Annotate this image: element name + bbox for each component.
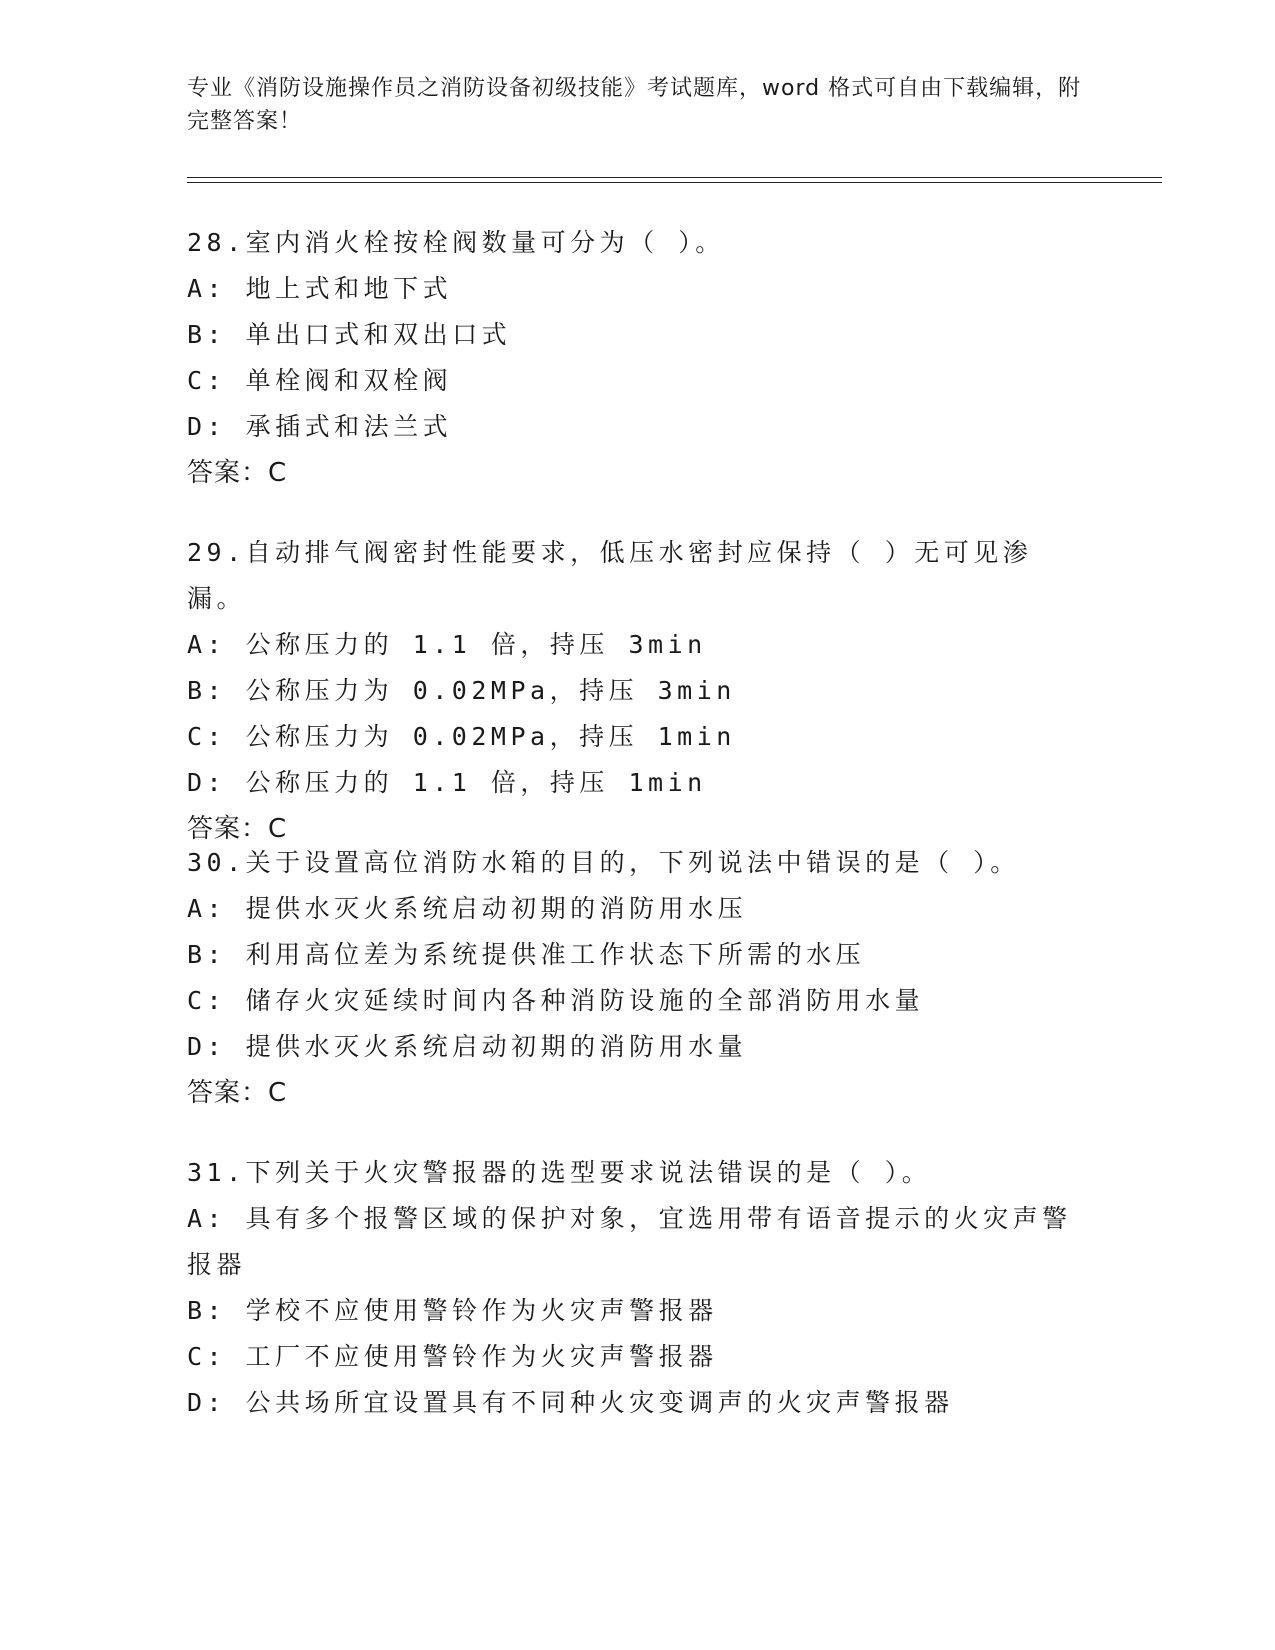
question-stem: 31.下列关于火灾警报器的选型要求说法错误的是（ ）。 — [187, 1158, 932, 1187]
question-29 — [187, 530, 1087, 852]
option-b: B: 公称压力为 0.02MPa，持压 3min — [187, 676, 736, 705]
answer-line: 答案：C — [187, 814, 288, 844]
question-stem: 28.室内消火栓按栓阀数量可分为（ ）。 — [187, 228, 725, 257]
option-c: C: 工厂不应使用警铃作为火灾声警报器 — [187, 1342, 718, 1371]
option-a: A: 提供水灭火系统启动初期的消防用水压 — [187, 894, 748, 923]
option-d: D: 承插式和法兰式 — [187, 412, 453, 441]
answer-line: 答案：C — [187, 458, 288, 488]
question-30 — [187, 840, 1087, 1116]
option-b: B: 单出口式和双出口式 — [187, 320, 512, 349]
question-31 — [187, 1150, 1087, 1426]
option-b: B: 学校不应使用警铃作为火灾声警报器 — [187, 1296, 718, 1325]
header-divider-bottom — [187, 182, 1162, 183]
option-a: A: 公称压力的 1.1 倍，持压 3min — [187, 630, 707, 659]
header-divider-top — [187, 177, 1162, 178]
option-d: D: 公称压力的 1.1 倍，持压 1min — [187, 768, 707, 797]
question-stem: 29.自动排气阀密封性能要求，低压水密封应保持（ ）无可见渗漏。 — [187, 538, 1033, 613]
option-b: B: 利用高位差为系统提供准工作状态下所需的水压 — [187, 940, 866, 969]
question-28 — [187, 220, 1087, 496]
option-a: A: 具有多个报警区域的保护对象，宜选用带有语音提示的火灾声警报器 — [187, 1204, 1072, 1279]
option-d: D: 公共场所宜设置具有不同种火灾变调声的火灾声警报器 — [187, 1388, 954, 1417]
option-c: C: 储存火灾延续时间内各种消防设施的全部消防用水量 — [187, 986, 925, 1015]
document-header: 专业《消防设施操作员之消防设备初级技能》考试题库，word 格式可自由下载编辑，附完整答案！ — [187, 76, 1082, 134]
option-c: C: 单栓阀和双栓阀 — [187, 366, 453, 395]
option-c: C: 公称压力为 0.02MPa，持压 1min — [187, 722, 736, 751]
option-d: D: 提供水灭火系统启动初期的消防用水量 — [187, 1032, 748, 1061]
question-stem: 30.关于设置高位消防水箱的目的，下列说法中错误的是（ ）。 — [187, 848, 1020, 877]
option-a: A: 地上式和地下式 — [187, 274, 453, 303]
answer-line: 答案：C — [187, 1078, 288, 1108]
